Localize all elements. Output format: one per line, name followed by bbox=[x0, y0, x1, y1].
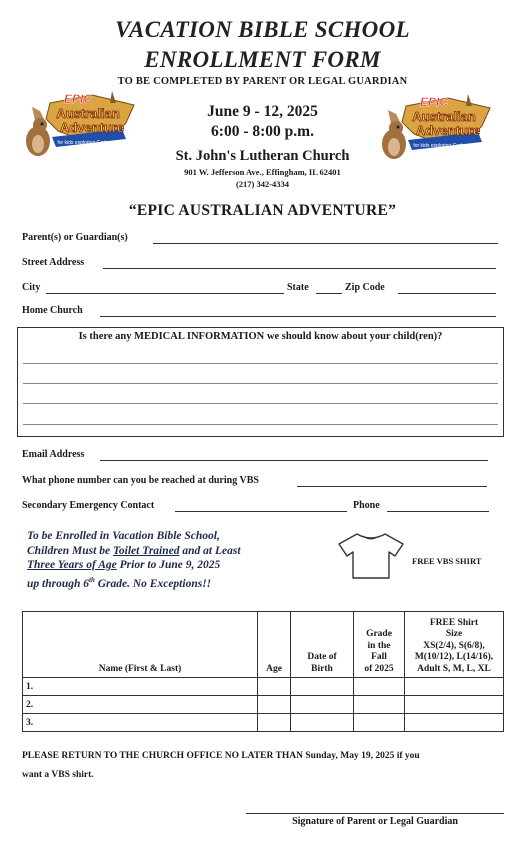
secondary-phone-label: Phone bbox=[353, 500, 380, 511]
signature-line[interactable] bbox=[246, 813, 504, 814]
medical-line-1 bbox=[23, 363, 498, 364]
logo-text-epic: EPIC bbox=[63, 92, 93, 106]
age-cell[interactable] bbox=[258, 714, 291, 732]
t-shirt-icon bbox=[335, 530, 407, 580]
table-row bbox=[23, 714, 504, 732]
form-subtitle: TO BE COMPLETED BY PARENT OR LEGAL GUARDIAN bbox=[117, 76, 408, 87]
church-phone: (217) 342-4334 bbox=[235, 179, 290, 189]
name-cell[interactable]: 2. bbox=[23, 696, 258, 714]
logo-text-epic: EPIC bbox=[419, 95, 449, 109]
medical-info-box[interactable] bbox=[17, 327, 504, 437]
medical-line-4 bbox=[23, 424, 498, 425]
grade-header-text: Grade bbox=[366, 629, 392, 639]
superscript-th: th bbox=[89, 575, 95, 584]
grade-header-text: of 2025 bbox=[364, 663, 394, 674]
home-church-label: Home Church bbox=[22, 305, 83, 316]
zip-code-label: Zip Code bbox=[345, 282, 385, 293]
shirt-header-text: M(10/12), L(14/16), bbox=[414, 652, 494, 662]
grade-cell[interactable] bbox=[354, 678, 405, 696]
church-address: 901 W. Jefferson Ave., Effingham, IL 62401 bbox=[184, 167, 341, 177]
street-address-input-line[interactable] bbox=[103, 268, 496, 269]
column-header-name: Name (First & Last) bbox=[23, 612, 258, 678]
logo-text-adventure: Adventure bbox=[415, 123, 481, 138]
requirements-line-4 bbox=[27, 573, 327, 591]
shirt-header-text: Adult S, M, L, XL bbox=[417, 663, 491, 674]
column-header-grade bbox=[354, 612, 405, 678]
email-label: Email Address bbox=[22, 449, 85, 460]
requirements-text: Children Must be bbox=[27, 544, 113, 557]
logo-tagline: for kids exploring Gods word bbox=[57, 140, 121, 146]
column-header-age: Age bbox=[258, 612, 291, 678]
shirt-size-cell[interactable] bbox=[405, 714, 504, 732]
return-instructions-line-2: want a VBS shirt. bbox=[22, 770, 94, 780]
email-input-line[interactable] bbox=[100, 460, 488, 461]
enrollment-requirements-note bbox=[27, 529, 327, 591]
column-header-dob bbox=[291, 612, 354, 678]
requirements-line-2 bbox=[27, 544, 327, 559]
shirt-header-text: Size bbox=[445, 629, 463, 639]
signature-label: Signature of Parent or Legal Guardian bbox=[292, 816, 458, 827]
home-church-input-line[interactable] bbox=[100, 316, 496, 317]
requirements-line-3 bbox=[27, 558, 327, 573]
dob-header-text: Date of bbox=[307, 652, 337, 662]
column-header-shirt-size bbox=[405, 612, 504, 678]
shirt-size-cell[interactable] bbox=[405, 696, 504, 714]
city-label: City bbox=[22, 282, 41, 293]
dob-cell[interactable] bbox=[291, 696, 354, 714]
shirt-size-cell[interactable] bbox=[405, 678, 504, 696]
zip-code-input-line[interactable] bbox=[398, 293, 496, 294]
medical-line-3 bbox=[23, 403, 498, 404]
logo-tagline: for kids exploring Gods word bbox=[413, 143, 477, 149]
shirt-header-text: XS(2/4), S(6/8), bbox=[423, 640, 485, 651]
table-row bbox=[23, 678, 504, 696]
requirements-line-1: To be Enrolled in Vacation Bible School, bbox=[27, 530, 220, 542]
age-cell[interactable] bbox=[258, 696, 291, 714]
event-dates: June 9 - 12, 2025 bbox=[207, 103, 318, 120]
free-vbs-shirt-label: FREE VBS SHIRT bbox=[412, 556, 482, 566]
state-label: State bbox=[287, 282, 309, 293]
church-name: St. John's Lutheran Church bbox=[175, 148, 350, 164]
vbs-phone-label: What phone number can you be reached at during VBS bbox=[22, 475, 259, 486]
logo-text-adventure: Adventure bbox=[59, 120, 125, 135]
city-input-line[interactable] bbox=[46, 293, 284, 294]
requirements-text: Prior to June 9, 2025 bbox=[116, 559, 221, 571]
street-address-label: Street Address bbox=[22, 257, 85, 268]
toilet-trained-text: Toilet Trained bbox=[112, 544, 180, 557]
secondary-phone-input-line[interactable] bbox=[387, 511, 489, 512]
grade-cell[interactable] bbox=[354, 714, 405, 732]
medical-line-2 bbox=[23, 383, 498, 384]
requirements-text: Grade. No Exceptions!! bbox=[94, 577, 212, 590]
state-input-line[interactable] bbox=[316, 293, 342, 294]
dob-cell[interactable] bbox=[291, 714, 354, 732]
requirements-text: up through 6 bbox=[27, 577, 90, 590]
grade-header-text: Fall bbox=[371, 652, 387, 662]
logo-text-australian: Australian bbox=[56, 106, 120, 121]
grade-header-text: in the bbox=[367, 640, 391, 651]
three-years-text: Three Years of Age bbox=[27, 559, 117, 571]
form-title-line1: VACATION BIBLE SCHOOL bbox=[115, 17, 410, 42]
table-header-row bbox=[23, 612, 504, 678]
medical-info-question: Is there any MEDICAL INFORMATION we should know about your child(ren)? bbox=[78, 331, 443, 342]
form-title-line2: ENROLLMENT FORM bbox=[144, 47, 381, 72]
event-times: 6:00 - 8:00 p.m. bbox=[211, 123, 314, 140]
secondary-contact-input-line[interactable] bbox=[175, 511, 347, 512]
logo-text-australian: Australian bbox=[412, 109, 476, 124]
guardian-label: Parent(s) or Guardian(s) bbox=[22, 232, 128, 243]
vbs-theme-title: “EPIC AUSTRALIAN ADVENTURE” bbox=[128, 202, 397, 219]
shirt-header-text: FREE Shirt bbox=[429, 617, 479, 628]
guardian-input-line[interactable] bbox=[153, 243, 498, 244]
name-cell[interactable]: 3. bbox=[23, 714, 258, 732]
dob-header-text: Birth bbox=[311, 663, 333, 674]
dob-cell[interactable] bbox=[291, 678, 354, 696]
child-enrollment-table bbox=[22, 611, 504, 732]
table-row bbox=[23, 696, 504, 714]
requirements-text: and at Least bbox=[179, 544, 241, 557]
age-cell[interactable] bbox=[258, 678, 291, 696]
secondary-contact-label: Secondary Emergency Contact bbox=[22, 500, 155, 511]
return-instructions-line-1: PLEASE RETURN TO THE CHURCH OFFICE NO LATER THAN Sunday, May 19, 2025 if you bbox=[22, 751, 420, 761]
name-cell[interactable]: 1. bbox=[23, 678, 258, 696]
grade-cell[interactable] bbox=[354, 696, 405, 714]
vbs-phone-input-line[interactable] bbox=[297, 486, 487, 487]
